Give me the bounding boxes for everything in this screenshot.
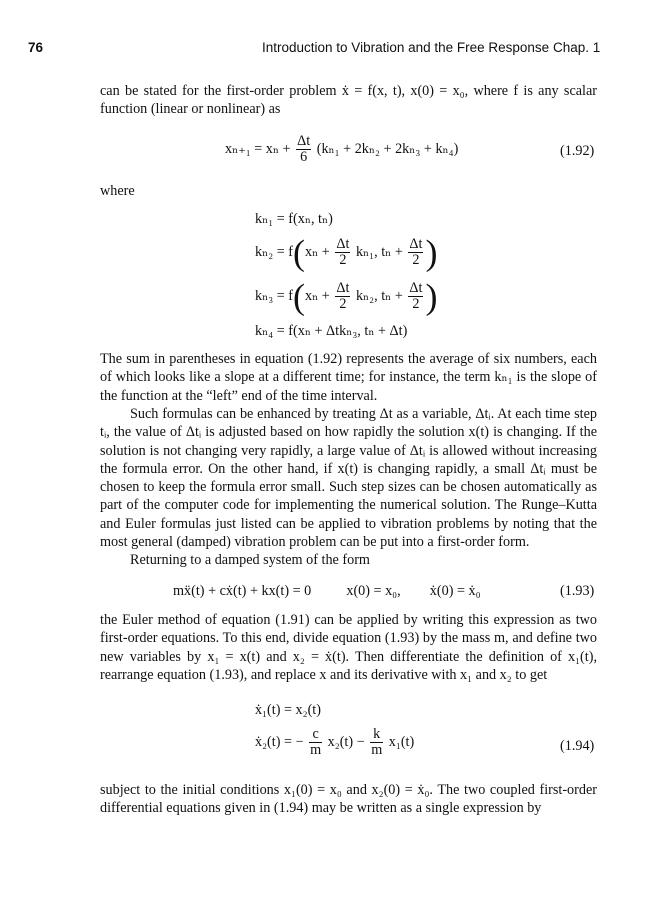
running-title: Introduction to Vibration and the Free Response — [262, 40, 550, 55]
eq194-number: (1.94) — [560, 738, 595, 754]
k3-lhs: kₙ₃ = f — [255, 287, 293, 304]
k3-equation — [255, 276, 438, 317]
eq193-ic2: ẋ(0) = ẋ₀ — [429, 583, 481, 599]
para-formulas: Such formulas can be enhanced by treating Δt as a variable, Δtᵢ. At each time step tᵢ, the value of Δtᵢ is adjusted based on how rapidly the solution x(t) is changing. If the solution is not changing very rapidly, a large value of Δtᵢ is allowed without increasing the formula error. On the other hand, if x(t) is changing rapidly, a small Δtᵢ must be chosen to keep the formula error small. Such step sizes can be chosen automatically as part of the computer code for implementing the numerical solution. The Runge–Kutta and Euler formulas just listed can be applied to vibration problems by noting that the most general (damped) vibration problem can be put into a first-order form. — [100, 406, 597, 551]
frac-num: k — [370, 727, 383, 743]
frac-num: Δt — [409, 280, 423, 296]
paren-close: ) — [425, 232, 438, 273]
eq193-main: mẍ(t) + cẋ(t) + kx(t) = 0 — [173, 583, 312, 599]
para-sum: The sum in parentheses in equation (1.92) represents the average of six numbers, each of which looks like a slope at a different time; for instance, the term kₙ₁ is the slope of the function at the “left” end of the time interval. — [100, 351, 597, 404]
para-euler: the Euler method of equation (1.91) can be applied by writing this expression as two first-order equations. To this end, divide equation (1.93) by the mass m, and define two new variables by x₁ = x(t) and x₂ = ẋ(t). Then differentiate the definition of x₁(t), rearrange equation (1.93), and replace x and its derivative with x₁ and x₂ to get — [100, 612, 597, 683]
frac-num: c — [309, 727, 322, 743]
eq194-lhs: ẋ₂(t) = − — [255, 733, 304, 750]
frac-den: 2 — [412, 296, 420, 312]
eq193-ic1: x(0) = x₀, — [346, 583, 401, 599]
c-over-m — [309, 727, 322, 758]
k2-frac1 — [335, 237, 350, 268]
eq194-end: x₁(t) — [388, 733, 415, 750]
where-label: where — [100, 183, 135, 199]
k3-frac2 — [408, 281, 423, 312]
frac-num: Δt — [336, 236, 350, 252]
frac-den: 6 — [300, 149, 308, 165]
k3-b: kₙ₂, tₙ + — [355, 287, 403, 304]
k1-equation: kₙ₁ = f(xₙ, tₙ) — [255, 211, 333, 227]
eq192-left: xₙ₊₁ = xₙ + — [225, 140, 291, 157]
k2-lhs: kₙ₂ = f — [255, 243, 293, 260]
chapter-label: Chap. 1 — [553, 40, 601, 55]
eq194-line2 — [255, 727, 414, 758]
frac-num: Δt — [336, 280, 350, 296]
k2-a: xₙ + — [305, 243, 330, 260]
k3-a: xₙ + — [305, 287, 330, 304]
equation-1-92 — [225, 134, 458, 165]
para-subject: subject to the initial conditions x₁(0) = x₀ and x₂(0) = ẋ₀. The two coupled first-order differential equations given in (1.94) may be written as a single expression by — [100, 782, 597, 817]
k-over-m — [370, 727, 383, 758]
frac-den: m — [371, 742, 383, 758]
k2-frac2 — [408, 237, 423, 268]
k2-b: kₙ₁, tₙ + — [355, 243, 403, 260]
para-intro: can be stated for the first-order problem ẋ = f(x, t), x(0) = x₀, where f is any scalar function (linear or nonlinear) as — [100, 83, 597, 118]
equation-1-93 — [173, 583, 481, 600]
frac-den: 2 — [412, 252, 420, 268]
eq192-number: (1.92) — [560, 143, 595, 159]
paren-close: ) — [425, 276, 438, 317]
para-returning: Returning to a damped system of the form — [130, 552, 370, 568]
page-number: 76 — [28, 40, 44, 55]
frac-num: Δt — [409, 236, 423, 252]
eq192-rest: (kₙ₁ + 2kₙ₂ + 2kₙ₃ + kₙ₄) — [316, 140, 459, 157]
eq194-mid: x₂(t) − — [327, 733, 365, 750]
k3-frac1 — [335, 281, 350, 312]
paren-open: ( — [293, 232, 305, 273]
eq192-fraction — [296, 134, 311, 165]
frac-num: Δt — [297, 133, 311, 149]
frac-den: 2 — [339, 252, 347, 268]
frac-den: m — [310, 742, 322, 758]
k2-equation — [255, 232, 438, 273]
eq193-number: (1.93) — [560, 583, 595, 599]
page-header — [0, 40, 647, 60]
paren-open: ( — [293, 276, 305, 317]
frac-den: 2 — [339, 296, 347, 312]
k4-equation: kₙ₄ = f(xₙ + Δtkₙ₃, tₙ + Δt) — [255, 323, 408, 339]
eq194-line1: ẋ₁(t) = x₂(t) — [255, 702, 321, 718]
